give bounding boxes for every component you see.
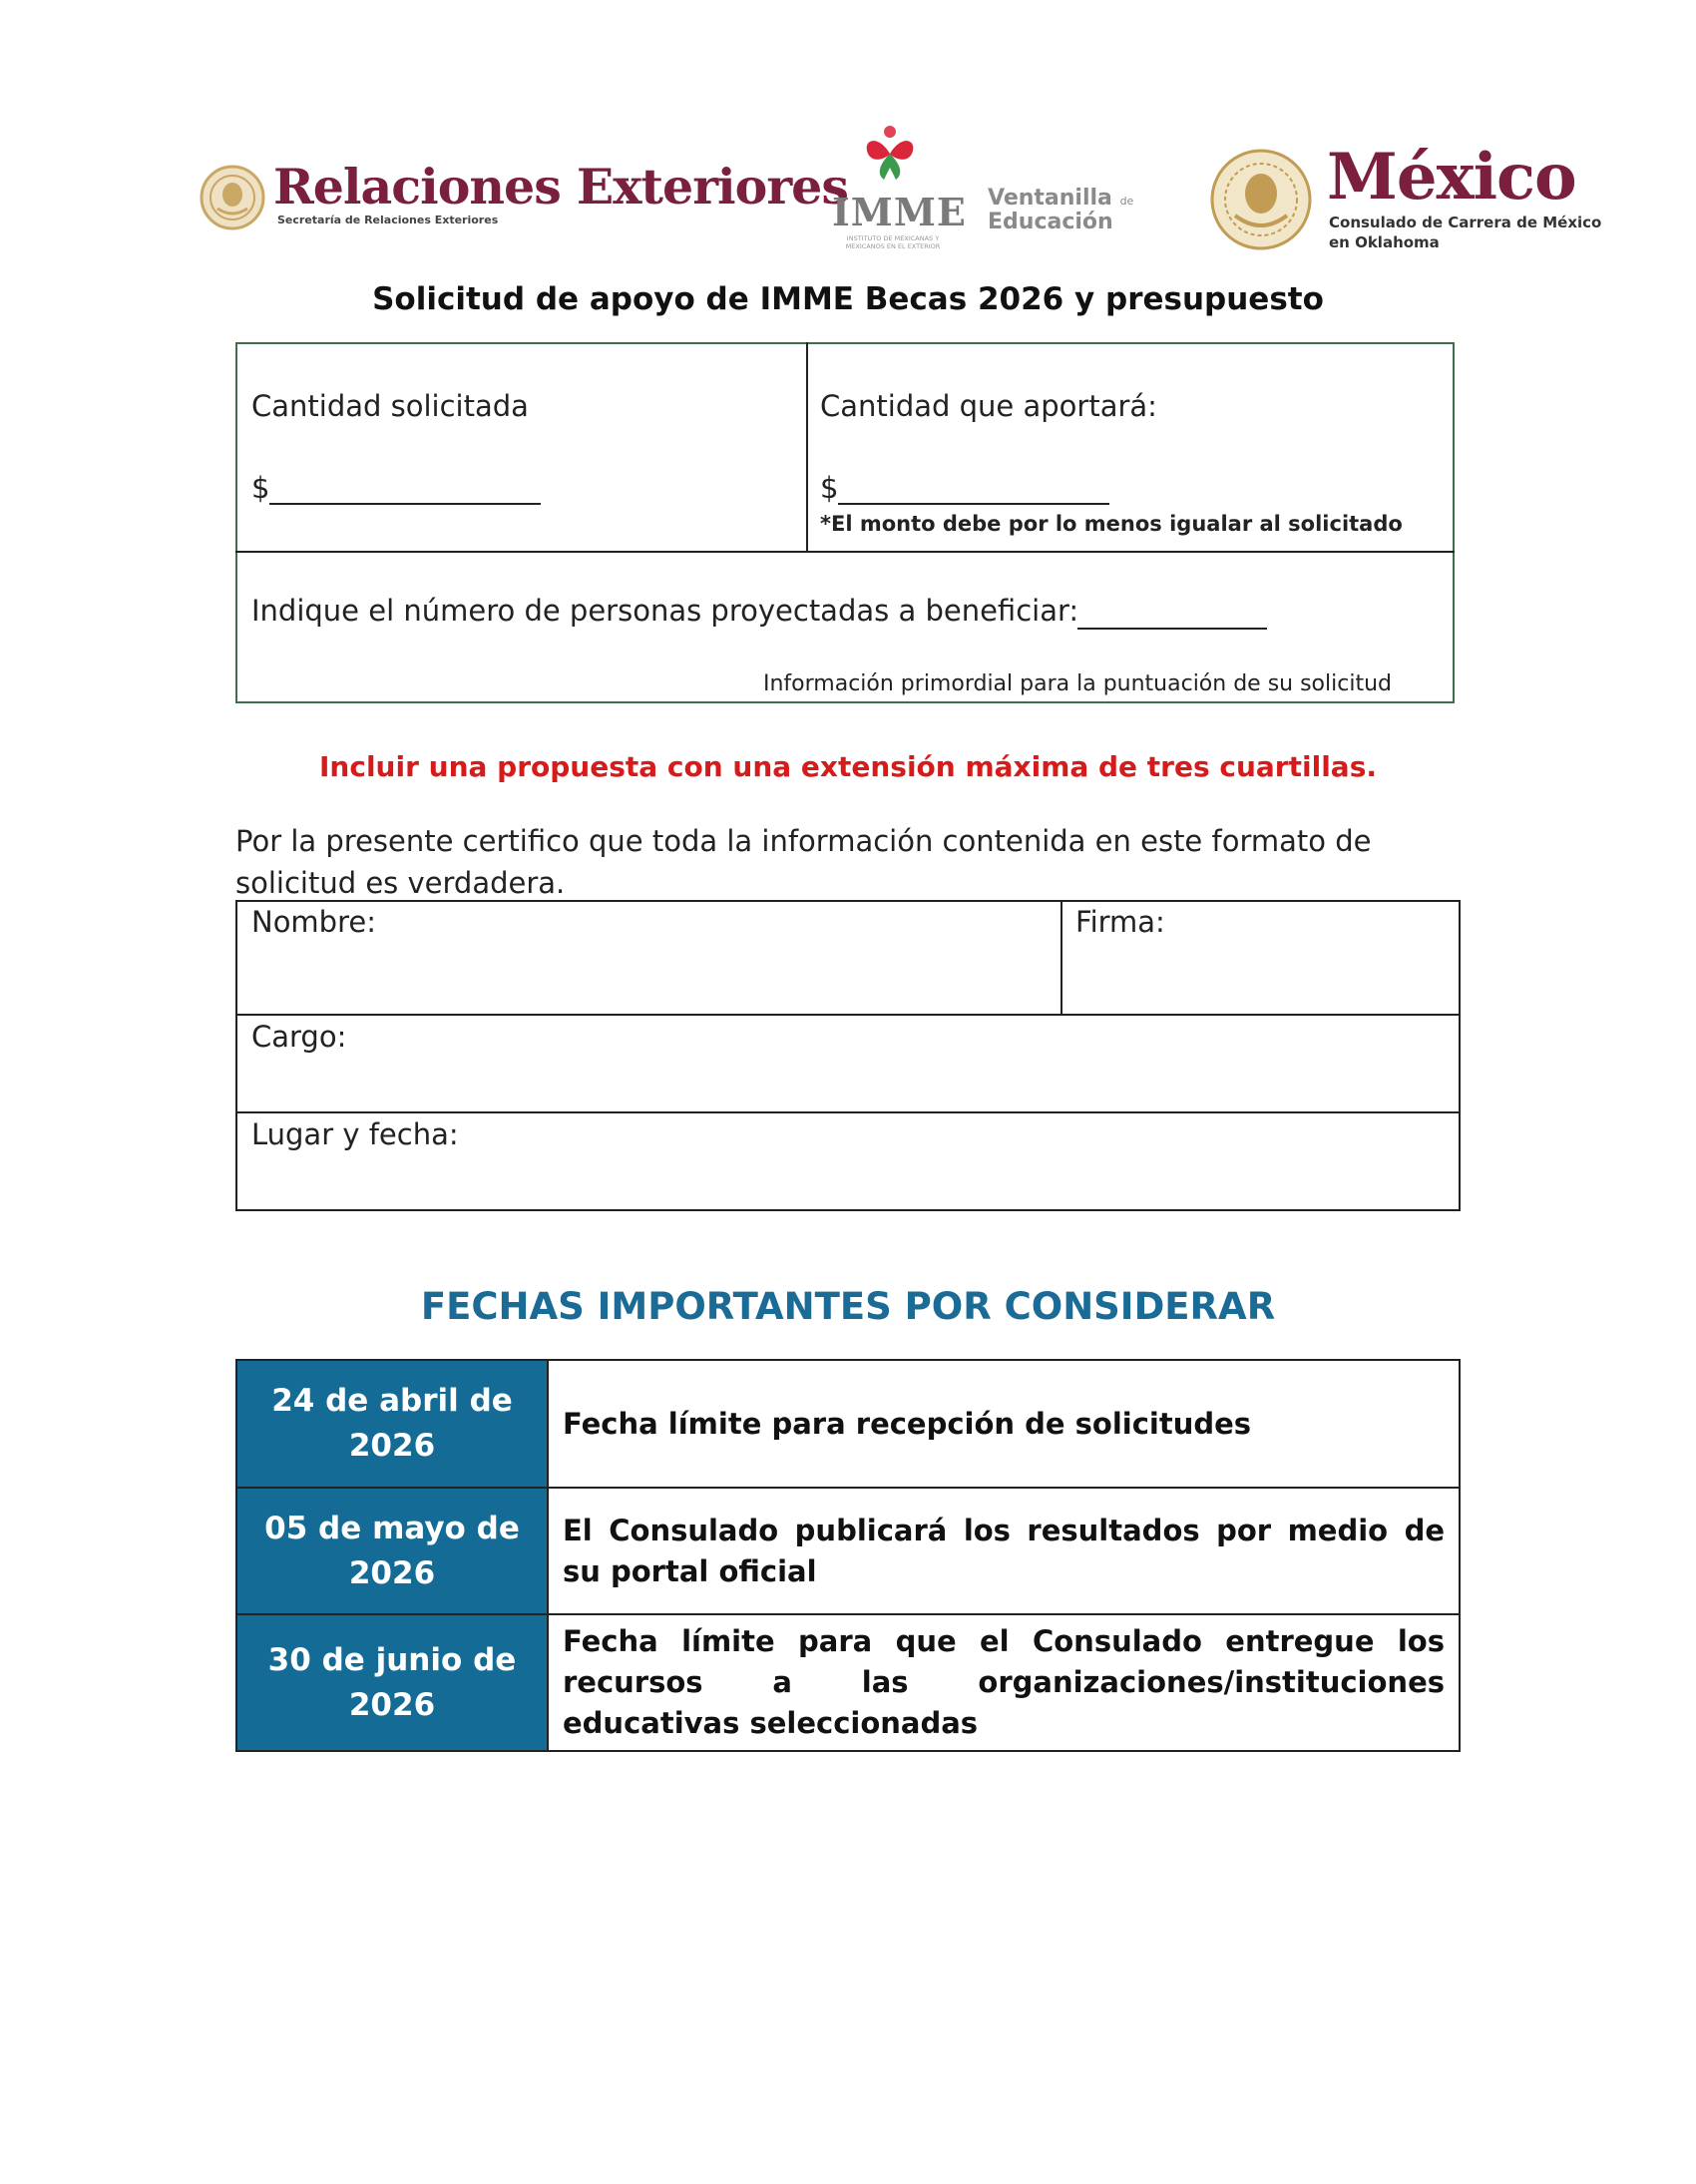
position-field[interactable]	[237, 1016, 1459, 1111]
table-row	[236, 1360, 1460, 1488]
table-row	[236, 1614, 1460, 1751]
signature-field[interactable]	[1062, 902, 1459, 1014]
mexico-logo-title: México	[1327, 140, 1576, 215]
document-title: Solicitud de apoyo de IMME Becas 2026 y presupuesto	[372, 281, 1324, 317]
sre-logo-title: Relaciones Exteriores	[273, 158, 848, 216]
beneficiaries-label: Indique el número de personas proyectadas a beneficiar:	[251, 594, 1079, 628]
ventanilla-logo-line2: Educación	[988, 210, 1113, 234]
certification-text: Por la presente certifico que toda la información contenida en este formato de solicitud es verdadera.	[235, 824, 1372, 900]
contribution-amount-label: Cantidad que aportará:	[820, 389, 1157, 423]
consulado-line2: en Oklahoma	[1329, 233, 1440, 251]
imme-logo-icon	[850, 124, 930, 188]
place-date-label: Lugar y fecha:	[251, 1117, 459, 1151]
proposal-note: Incluir una propuesta con una extensión máxima de tres cuartillas.	[319, 750, 1377, 783]
important-dates-table	[235, 1359, 1461, 1752]
requested-amount-label: Cantidad solicitada	[251, 389, 529, 423]
sre-logo-subtitle: Secretaría de Relaciones Exteriores	[277, 214, 499, 226]
place-date-field[interactable]	[237, 1113, 1459, 1209]
position-label: Cargo:	[251, 1020, 347, 1054]
date-cell: 30 de junio de 2026	[236, 1614, 548, 1751]
date-description: El Consulado publicará los resultados por medio de su portal oficial	[548, 1488, 1460, 1614]
name-field[interactable]	[237, 902, 1060, 1014]
ventanilla-logo-line1: Ventanilla de	[988, 186, 1134, 211]
imme-logo-word: IMME	[832, 190, 967, 234]
contribution-amount-field[interactable]	[838, 503, 1109, 505]
date-cell: 05 de mayo de 2026	[236, 1488, 548, 1614]
consulado-line1: Consulado de Carrera de México	[1329, 214, 1602, 231]
amount-divider	[235, 551, 1455, 553]
contribution-note: *El monto debe por lo menos igualar al solicitado	[820, 512, 1403, 536]
contribution-amount-prefix: $	[820, 471, 839, 505]
date-cell: 24 de abril de 2026	[236, 1360, 548, 1488]
beneficiaries-note: Información primordial para la puntuación de su solicitud	[763, 671, 1392, 696]
date-description: Fecha límite para recepción de solicitudes	[548, 1360, 1460, 1488]
mexico-seal-icon	[1209, 148, 1313, 251]
amount-divider	[806, 342, 808, 552]
requested-amount-field[interactable]	[269, 503, 541, 505]
imme-logo-subtitle: INSTITUTO DE MEXICANAS Y MEXICANOS EN EL EXTERIOR	[845, 234, 941, 250]
requested-amount-prefix: $	[251, 471, 270, 505]
date-description: Fecha límite para que el Consulado entregue los recursos a las organizaciones/instituciones educativas seleccionadas	[548, 1614, 1460, 1751]
signature-label: Firma:	[1075, 905, 1165, 939]
sre-seal-icon	[200, 165, 265, 230]
important-dates-title: FECHAS IMPORTANTES POR CONSIDERAR	[420, 1285, 1276, 1328]
name-label: Nombre:	[251, 905, 376, 939]
table-row	[236, 1488, 1460, 1614]
beneficiaries-field[interactable]	[1077, 628, 1267, 630]
